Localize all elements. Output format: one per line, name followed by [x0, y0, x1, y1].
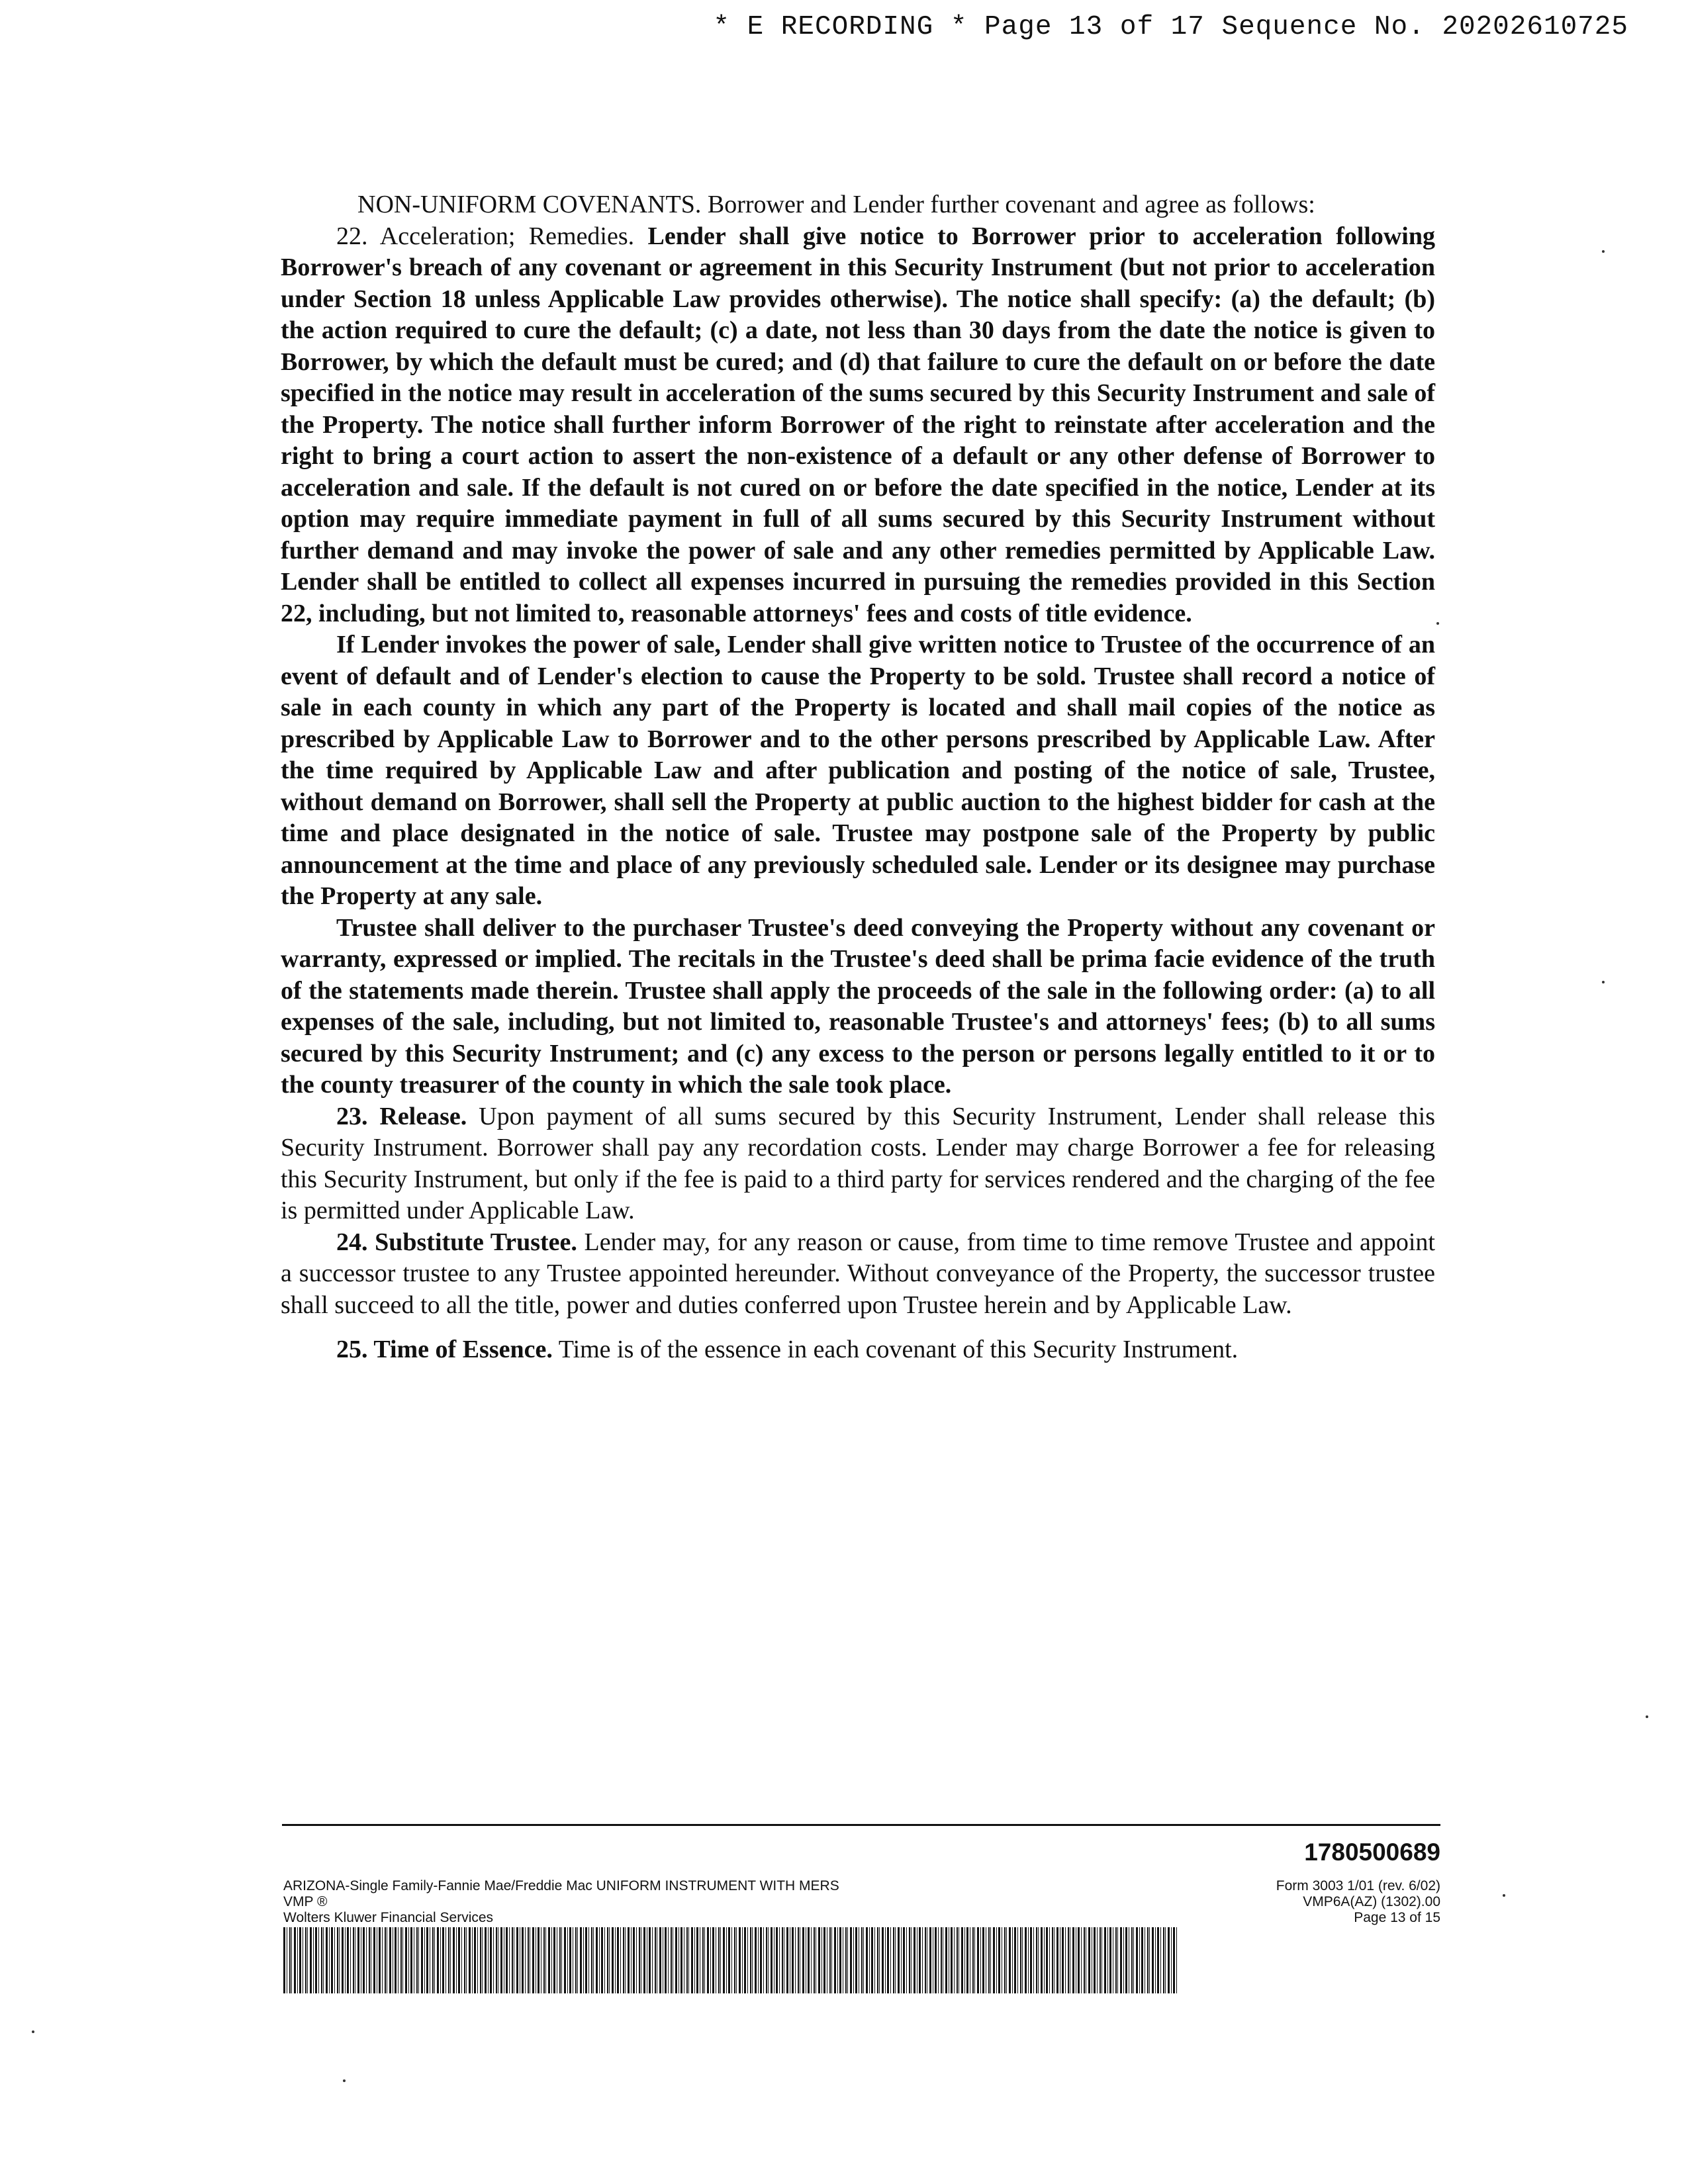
- section-23-paragraph: [281, 1101, 1435, 1227]
- document-body: [281, 189, 1435, 1366]
- section-22-paragraph-1: [281, 221, 1435, 630]
- scan-speck: [343, 2079, 346, 2082]
- footer-divider: [282, 1824, 1440, 1826]
- scan-speck: [32, 2030, 34, 2033]
- footer-publisher: Wolters Kluwer Financial Services: [283, 1910, 494, 1925]
- scan-speck: [1602, 981, 1605, 983]
- section-24-paragraph: [281, 1227, 1435, 1322]
- scan-speck: [1436, 622, 1439, 625]
- recording-stamp: * E RECORDING * Page 13 of 17 Sequence No. 20202610725: [713, 12, 1628, 42]
- section-22-title: 22. Acceleration; Remedies.: [336, 222, 635, 250]
- covenants-heading: NON-UNIFORM COVENANTS. Borrower and Lender further covenant and agree as follows:: [357, 191, 1315, 218]
- section-24-text: Lender may, for any reason or cause, from time to time remove Trustee and appoint a successor trustee to any Trustee appointed hereunder. Without conveyance of the Property, the successor trustee shall succeed to all the title, power and duties conferred upon Trustee herein and by Applicable Law.: [281, 1228, 1435, 1319]
- footer-instrument-title: ARIZONA-Single Family-Fannie Mae/Freddie Mac UNIFORM INSTRUMENT WITH MERS: [283, 1878, 839, 1893]
- section-25-title: 25. Time of Essence.: [336, 1336, 553, 1363]
- footer-form-info: [283, 1878, 839, 1926]
- footer-vmp-code: VMP6A(AZ) (1302).00: [1303, 1894, 1440, 1909]
- footer-vmp-mark: VMP ®: [283, 1894, 328, 1909]
- footer-page-number: Page 13 of 15: [1354, 1910, 1440, 1925]
- section-22-text-1: Lender shall give notice to Borrower prior to acceleration following Borrower's breach of any covenant or agreement in this Security Instrument (but not prior to acceleration under Section 18 unless Applicable Law provides otherwise). The notice shall specify: (a) the default; (b) the action required to cure the default; (c) a date, not less than 30 days from the date the notice is given to Borrower, by which the default must be cured; and (d) that failure to cure the default on or before the date specified in the notice may result in acceleration of the sums secured by this Security Instrument and sale of the Property. The notice shall further inform Borrower of the right to reinstate after acceleration and the right to bring a court action to assert the non-existence of a default or any other defense of Borrower to acceleration and sale. If the default is not cured on or before the date specified in the notice, Lender at its option may require immediate payment in full of all sums secured by this Security Instrument without further demand and may invoke the power of sale and any other remedies permitted by Applicable Law. Lender shall be entitled to collect all expenses incurred in pursuing the remedies provided in this Section 22, including, but not limited to, reasonable attorneys' fees and costs of title evidence.: [281, 222, 1435, 627]
- section-23-text: Upon payment of all sums secured by this Security Instrument, Lender shall release this Security Instrument. Borrower shall pay any recordation costs. Lender may charge Borrower a fee for releasing this Security Instrument, but only if the fee is paid to a third party for services rendered and the charging of the fee is permitted under Applicable Law.: [281, 1102, 1436, 1224]
- section-25-paragraph: [281, 1334, 1435, 1366]
- section-22-paragraph-3: Trustee shall deliver to the purchaser Trustee's deed conveying the Property without any covenant or warranty, expressed or implied. The recitals in the Trustee's deed shall be prima facie evidence of the truth of the statements made therein. Trustee shall apply the proceeds of the sale in the following order: (a) to all expenses of the sale, including, but not limited to, reasonable Trustee's and attorneys' fees; (b) to all sums secured by this Security Instrument; and (c) any excess to the person or persons legally entitled to it or to the county treasurer of the county in which the sale took place.: [281, 913, 1435, 1099]
- barcode: [283, 1927, 1178, 1993]
- section-22-paragraph-2: If Lender invokes the power of sale, Lender shall give written notice to Trustee of the occurrence of an event of default and of Lender's election to cause the Property to be sold. Trustee shall record a notice of sale in each county in which any part of the Property is located and shall mail copies of the notice as prescribed by Applicable Law to Borrower and to the other persons prescribed by Applicable Law. After the time required by Applicable Law and after publication and posting of the notice of sale, Trustee, without demand on Borrower, shall sell the Property at public auction to the highest bidder for cash at the time and place designated in the notice of sale. Trustee may postpone sale of the Property by public announcement at the time and place of any previously scheduled sale. Lender or its designee may purchase the Property at any sale.: [281, 631, 1435, 910]
- section-25-text: Time is of the essence in each covenant of this Security Instrument.: [558, 1336, 1239, 1363]
- scan-speck: [1602, 250, 1605, 253]
- loan-number: 1780500689: [1304, 1839, 1440, 1866]
- footer-form-number: [1276, 1878, 1440, 1926]
- footer-form-id: Form 3003 1/01 (rev. 6/02): [1276, 1878, 1440, 1893]
- section-24-title: 24. Substitute Trustee.: [336, 1228, 577, 1256]
- scan-speck: [1646, 1715, 1648, 1718]
- scan-speck: [1503, 1894, 1505, 1897]
- section-23-title: 23. Release.: [336, 1102, 467, 1130]
